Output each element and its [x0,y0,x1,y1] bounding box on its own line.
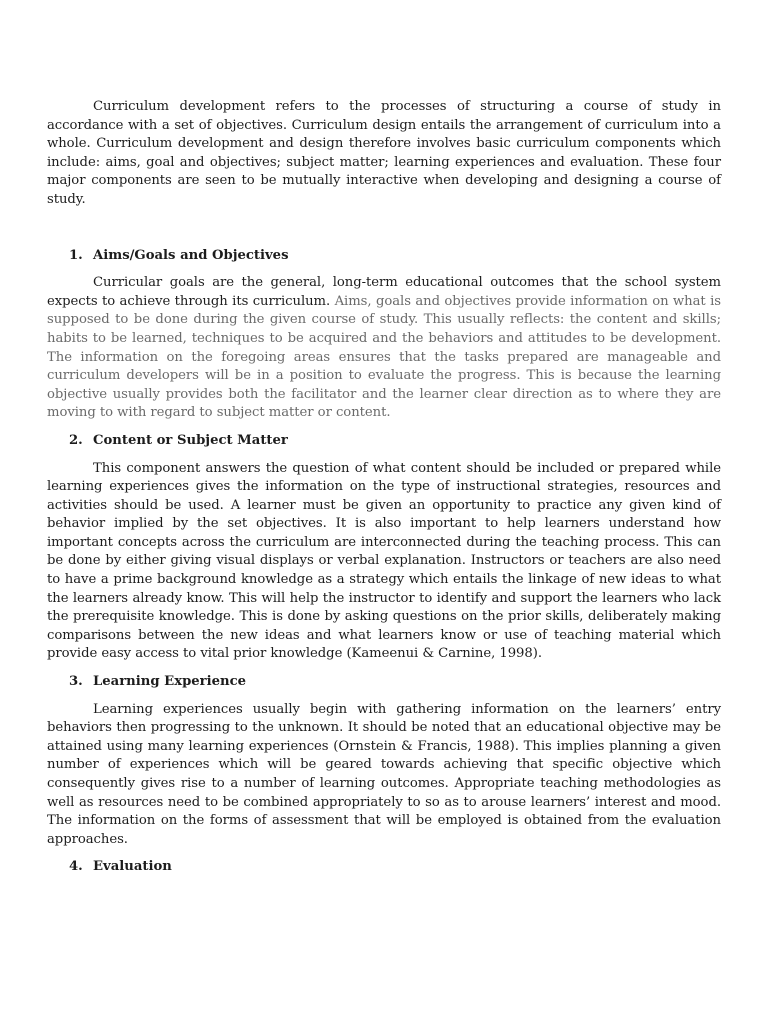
document-page [47,98,721,877]
section-title: Learning Experience [93,674,247,690]
paragraph-text: Curricular goals are the general, long-term educational outcomes that the school system expects to achieve through its curriculum. [47,275,721,309]
section-number: 2. [69,432,83,448]
section-heading-evaluation [47,858,721,877]
paragraph-text-gray: Aims, goals and objectives provide information on what is supposed to be done during the given course of study. This usually reflects: the content and skills; habits to be learned, techniques to be acquired and the behaviors and attitudes to be development. The information on the foregoing areas ensures that the tasks prepared are manageable and curriculum developers will be in a position to evaluate the progress. This is because the learning objective usually provides both the facilitator and the learner clear direction as to where they are moving to with regard to subject matter or content. [47,293,721,421]
section-paragraph-learning-experience: Learning experiences usually begin with gathering information on the learners’ entry behaviors then progressing to the unknown. It should be noted that an educational objective may be attained using many learning experiences (Ornstein & Francis, 1988). This implies planning a given number of experiences which will be geared towards achieving that specific objective which consequently gives rise to a number of learning outcomes. Appropriate teaching methodologies as well as resources need to be combined appropriately to so as to arouse learners’ interest and mood. The information on the forms of assessment that will be employed is obtained from the evaluation approaches. [47,701,721,847]
section-title: Content or Subject Matter [93,432,288,448]
section-paragraph-aims [47,274,721,423]
section-number: 3. [69,674,83,690]
section-paragraph-content: This component answers the question of what content should be included or prepared while learning experiences gives the information on the type of instructional strategies, resources and activities should be used. A learner must be given an opportunity to practice any given kind of behavior implied by the set objectives. It is also important to help learners understand how important concepts across the curriculum are interconnected during the teaching process. This can be done by either giving visual displays or verbal explanation. Instructors or teachers are also need to have a prime background knowledge as a strategy which entails the linkage of new ideas to what the learners already know. This will help the instructor to identify and support the learners who lack the prerequisite knowledge. This is done by asking questions on the prior skills, deliberately making comparisons between the new ideas and what learners know or use of teaching material which provide easy access to vital prior knowledge (Kameenui & Carnine, 1998). [47,460,721,662]
section-title: Evaluation [93,859,172,875]
section-number: 4. [69,859,83,875]
section-heading-aims [47,247,721,266]
section-heading-content [47,432,721,451]
section-title: Aims/Goals and Objectives [93,247,289,263]
intro-paragraph: Curriculum development refers to the processes of structuring a course of study in accordance with a set of objectives. Curriculum design entails the arrangement of curriculum into a whole. Curriculum development and design therefore involves basic curriculum components which include: aims, goal and objectives; subject matter; learning experiences and evaluation. These four major components are seen to be mutually interactive when developing and designing a course of study. [47,99,721,207]
section-number: 1. [69,247,83,263]
section-heading-learning-experience [47,673,721,692]
